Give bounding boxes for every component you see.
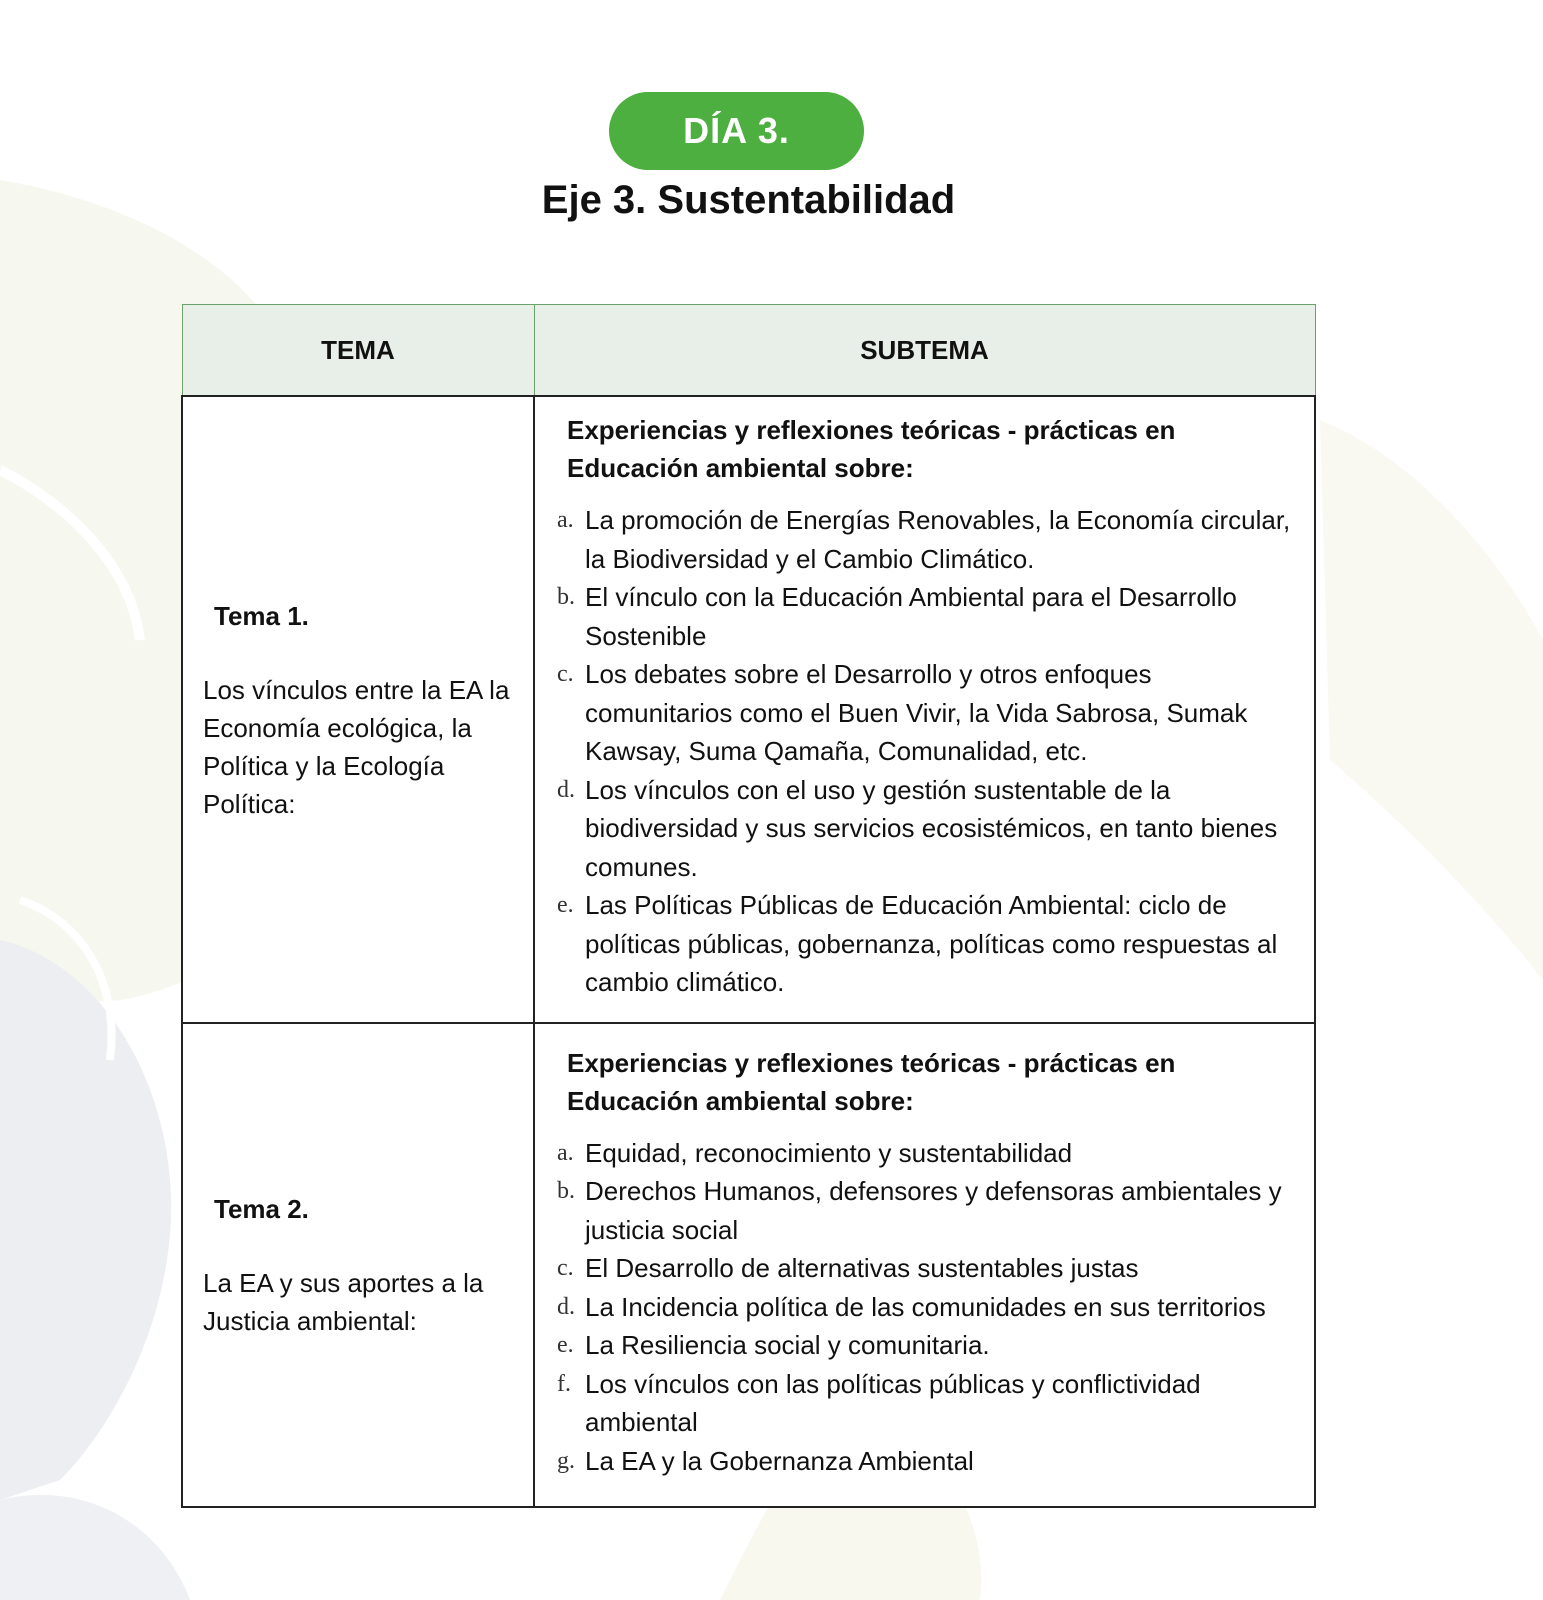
list-item-letter: c.	[557, 1255, 574, 1282]
list-item-text: La Resiliencia social y comunitaria.	[585, 1330, 990, 1361]
list-item-letter: b.	[557, 584, 575, 611]
tema-description: Los vínculos entre la EA la Economía ecológica, la Política y la Ecología Política:	[203, 674, 510, 819]
column-header-tema: TEMA	[182, 305, 534, 397]
topics-table	[181, 304, 1316, 1508]
list-item-letter: g.	[557, 1447, 575, 1474]
list-item	[557, 655, 1300, 771]
day-badge: DÍA 3.	[609, 92, 864, 170]
list-item-letter: a.	[557, 507, 574, 534]
list-item-text: Los vínculos con las políticas públicas y conflictividad ambiental	[585, 1368, 1201, 1438]
table-row	[182, 1023, 1315, 1507]
list-item-text: El Desarrollo de alternativas sustentables justas	[585, 1253, 1139, 1284]
list-item-text: Derechos Humanos, defensores y defensoras ambientales y justicia social	[585, 1176, 1282, 1245]
list-item-text: La EA y la Gobernanza Ambiental	[585, 1445, 974, 1476]
subtema-cell	[534, 396, 1315, 1023]
tema-cell	[182, 396, 534, 1023]
tema-title: Tema 1.	[214, 600, 309, 631]
topics-table-container	[181, 304, 1316, 1508]
list-item	[557, 771, 1300, 887]
subtema-cell	[534, 1023, 1315, 1507]
table-row	[182, 396, 1315, 1023]
list-item	[557, 1249, 1300, 1288]
subtema-intro: Experiencias y reflexiones teóricas - prácticas en Educación ambiental sobre:	[567, 415, 1176, 484]
table-header-row	[182, 305, 1315, 397]
subtema-list	[557, 1134, 1300, 1481]
tema-cell	[182, 1023, 534, 1507]
subtema-list	[557, 501, 1300, 1002]
tema-description: La EA y sus aportes a la Justicia ambiental:	[203, 1268, 484, 1336]
list-item-text: Los vínculos con el uso y gestión sustentable de la biodiversidad y sus servicios ecosistémicos, en tanto bienes comunes.	[585, 774, 1278, 882]
list-item-text: Las Políticas Públicas de Educación Ambiental: ciclo de políticas públicas, gobernanza, políticas como respuestas al cambio climático.	[585, 890, 1278, 998]
list-item	[557, 1288, 1300, 1327]
list-item	[557, 1365, 1300, 1442]
subtema-intro: Experiencias y reflexiones teóricas - prácticas en Educación ambiental sobre:	[567, 1047, 1176, 1116]
list-item-text: El vínculo con la Educación Ambiental para el Desarrollo Sostenible	[585, 582, 1237, 651]
list-item-text: La promoción de Energías Renovables, la Economía circular, la Biodiversidad y el Cambio Climático.	[585, 505, 1291, 574]
list-item-letter: a.	[557, 1139, 574, 1166]
list-item-letter: d.	[557, 776, 575, 803]
list-item-letter: d.	[557, 1293, 575, 1320]
list-item-text: Los debates sobre el Desarrollo y otros enfoques comunitarios como el Buen Vivir, la Vida Sabrosa, Sumak Kawsay, Suma Qamaña, Comunalidad, etc.	[585, 659, 1248, 767]
column-header-subtema: SUBTEMA	[534, 305, 1315, 397]
list-item	[557, 886, 1300, 1002]
list-item-letter: f.	[557, 1370, 571, 1397]
list-item	[557, 501, 1300, 578]
list-item	[557, 1172, 1300, 1249]
list-item-letter: e.	[557, 1332, 574, 1359]
page-title: Eje 3. Sustentabilidad	[541, 178, 956, 222]
list-item	[557, 1134, 1300, 1173]
list-item-letter: c.	[557, 661, 574, 688]
list-item	[557, 1442, 1300, 1481]
list-item-text: Equidad, reconocimiento y sustentabilidad	[585, 1137, 1073, 1168]
list-item-letter: e.	[557, 892, 574, 919]
list-item	[557, 1326, 1300, 1365]
list-item-letter: b.	[557, 1178, 575, 1205]
list-item	[557, 578, 1300, 655]
list-item-text: La Incidencia política de las comunidades en sus territorios	[585, 1291, 1266, 1322]
tema-title: Tema 2.	[214, 1194, 309, 1224]
